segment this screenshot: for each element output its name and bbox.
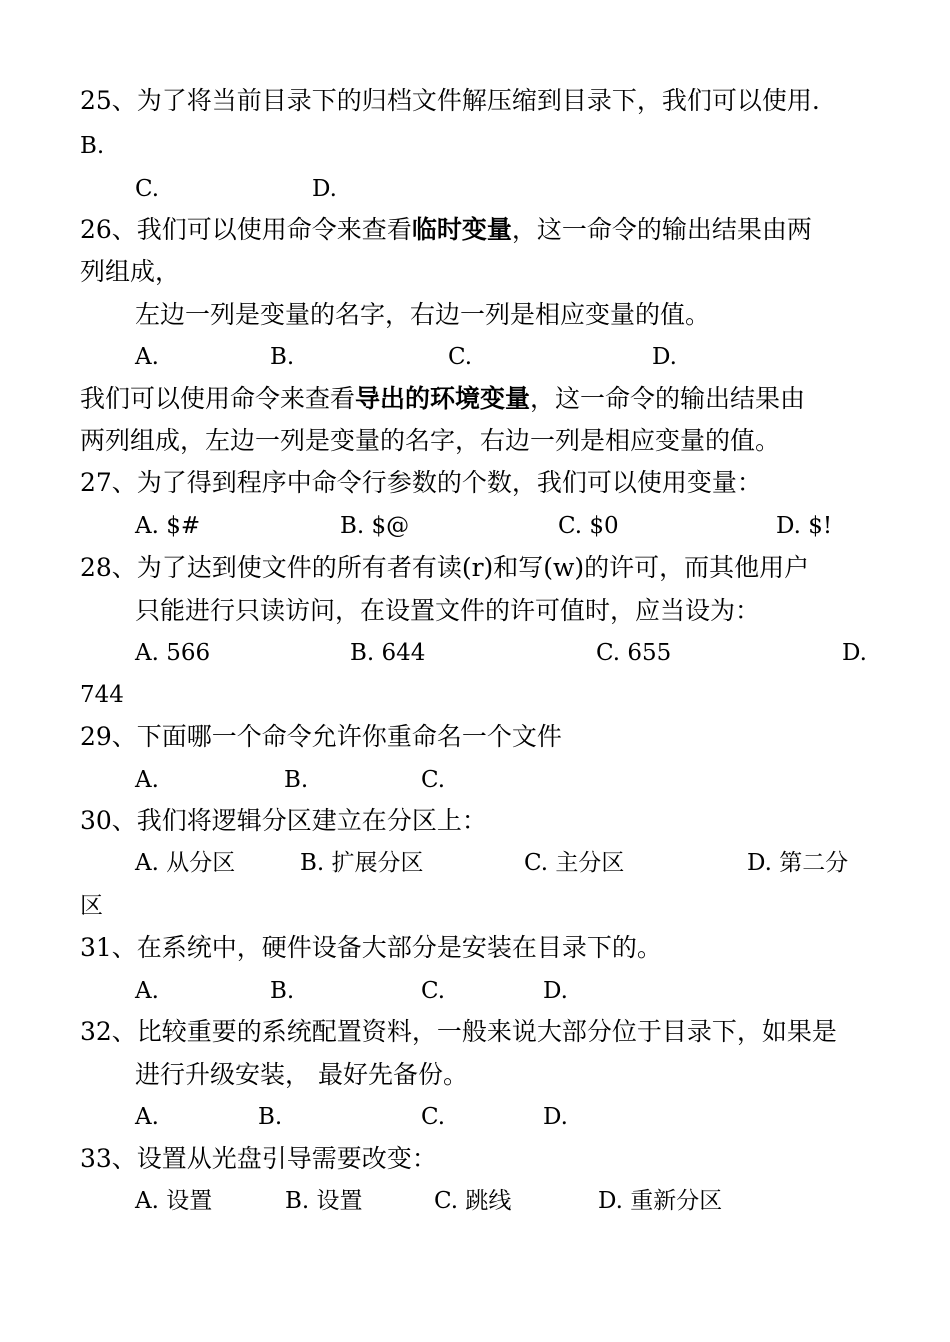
q26-note-bold-term: 导出的环境变量 (355, 384, 531, 413)
q29-option-c: C. (421, 767, 446, 793)
q31-option-c: C. (421, 978, 446, 1004)
q26-note-line2: 两列组成，左边一列是变量的名字，右边一列是相应变量的值。 (80, 426, 781, 455)
q28-question-line2: 只能进行只读访问，在设置文件的许可值时，应当设为： (135, 596, 761, 625)
q30-option-d-wrap: 区 (80, 893, 103, 919)
q27-option-b: B. $@ (340, 513, 410, 539)
q33-option-b: B. 设置 (285, 1188, 363, 1214)
q33-option-d: D. 重新分区 (598, 1188, 723, 1214)
q30-option-c: C. 主分区 (524, 850, 625, 876)
q27-question: 27、为了得到程序中命令行参数的个数，我们可以使用变量： (80, 468, 762, 497)
q32-option-c: C. (421, 1104, 446, 1130)
q27-option-c: C. $0 (558, 513, 619, 539)
q26-option-c: C. (448, 344, 473, 370)
q28-option-d-value: 744 (80, 682, 124, 708)
q25-option-c: C. (135, 176, 160, 202)
q30-option-d: D. 第二分 (747, 850, 849, 876)
q30-question: 30、我们将逻辑分区建立在分区上： (80, 806, 487, 835)
q31-question: 31、在系统中，硬件设备大部分是安装在目录下的。 (80, 933, 662, 962)
q31-option-b: B. (270, 978, 295, 1004)
q26-question-line2: 列组成， (80, 257, 181, 286)
q32-question: 32、比较重要的系统配置资料，一般来说大部分位于目录下，如果是 (80, 1017, 837, 1046)
q31-option-d: D. (543, 978, 568, 1004)
q30-option-a: A. 从分区 (135, 850, 236, 876)
q26-question-line3: 左边一列是变量的名字，右边一列是相应变量的值。 (135, 300, 711, 329)
q30-option-b: B. 扩展分区 (300, 850, 424, 876)
q32-option-a: A. (135, 1104, 159, 1130)
q26-option-d: D. (652, 344, 677, 370)
q26-option-b: B. (270, 344, 295, 370)
q32-question-line2: 进行升级安装， 最好先备份。 (135, 1060, 468, 1089)
q29-question: 29、下面哪一个命令允许你重命名一个文件 (80, 722, 562, 751)
q25-option-b: B. (80, 133, 105, 159)
q28-option-d: D. (842, 640, 867, 666)
q26-text-pre: 26、我们可以使用命令来查看 (80, 215, 412, 244)
q32-option-d: D. (543, 1104, 568, 1130)
q33-option-a: A. 设置 (135, 1188, 213, 1214)
q33-option-c: C. 跳线 (434, 1188, 512, 1214)
q26-option-a: A. (135, 344, 159, 370)
q27-option-a: A. $# (135, 513, 201, 539)
q28-option-b: B. 644 (350, 640, 426, 666)
q32-option-b: B. (258, 1104, 283, 1130)
q29-option-b: B. (284, 767, 309, 793)
q26-bold-term: 临时变量 (411, 215, 512, 244)
q26-note-post: ，这一命令的输出结果由 (530, 384, 806, 413)
q26-note-pre: 我们可以使用命令来查看 (80, 384, 356, 413)
q27-option-d: D. $! (776, 513, 833, 539)
q28-option-a: A. 566 (135, 640, 211, 666)
q25-question: 25、为了将当前目录下的归档文件解压缩到目录下，我们可以使用. (80, 86, 820, 115)
q29-option-a: A. (135, 767, 159, 793)
q26-question (80, 215, 812, 245)
q33-question: 33、设置从光盘引导需要改变： (80, 1144, 437, 1173)
q28-question: 28、为了达到使文件的所有者有读(r)和写(w)的许可，而其他用户 (80, 553, 810, 582)
q31-option-a: A. (135, 978, 159, 1004)
q25-option-d: D. (312, 176, 337, 202)
q26-text-post: ，这一命令的输出结果由两 (511, 215, 812, 244)
q28-option-c: C. 655 (596, 640, 672, 666)
q26-note (80, 384, 805, 414)
